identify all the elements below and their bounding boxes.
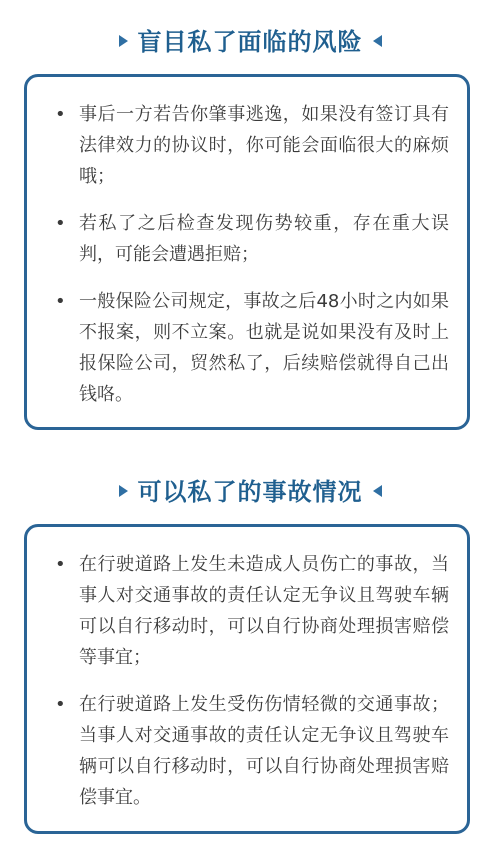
settlement-card [24, 524, 470, 834]
settlement-item-2 [55, 689, 449, 813]
triangle-right-icon [119, 485, 128, 497]
settlement-list [27, 527, 467, 813]
settlement-item-1 [55, 549, 449, 673]
risk-item-3 [55, 286, 449, 410]
bullet-icon: • [55, 104, 66, 125]
triangle-left-icon [373, 485, 382, 497]
triangle-right-icon [119, 35, 128, 47]
triangle-left-icon [373, 35, 382, 47]
bullet-icon: • [55, 554, 66, 575]
settlement-item-2-text: 在行驶道路上发生受伤伤情轻微的交通事故；当事人对交通事故的责任认定无争议且驾驶车辆可以自行移动时，可以自行协商处理损害赔偿事宜。 [79, 694, 449, 808]
risk-item-1 [55, 99, 449, 192]
bullet-icon: • [55, 291, 66, 312]
risk-card [24, 74, 470, 430]
bullet-icon: • [55, 694, 66, 715]
bullet-icon: • [55, 213, 66, 234]
risk-item-2 [55, 208, 449, 270]
risk-item-1-text: 事后一方若告你肇事逃逸，如果没有签订具有法律效力的协议时，你可能会面临很大的麻烦哦； [79, 104, 449, 187]
section-2-title: 可以私了的事故情况 [137, 478, 363, 506]
settlement-item-1-text: 在行驶道路上发生未造成人员伤亡的事故，当事人对交通事故的责任认定无争议且驾驶车辆可以自行移动时，可以自行协商处理损害赔偿等事宜； [79, 554, 449, 668]
section-1-title: 盲目私了面临的风险 [137, 28, 363, 56]
section-2-heading [0, 472, 500, 507]
section-1-heading [0, 22, 500, 57]
risk-list [27, 77, 467, 410]
risk-item-3-text: 一般保险公司规定，事故之后48小时之内如果不报案，则不立案。也就是说如果没有及时上报保险公司，贸然私了，后续赔偿就得自己出钱咯。 [79, 291, 449, 405]
risk-item-2-text: 若私了之后检查发现伤势较重，存在重大误判，可能会遭遇拒赔； [79, 213, 449, 265]
